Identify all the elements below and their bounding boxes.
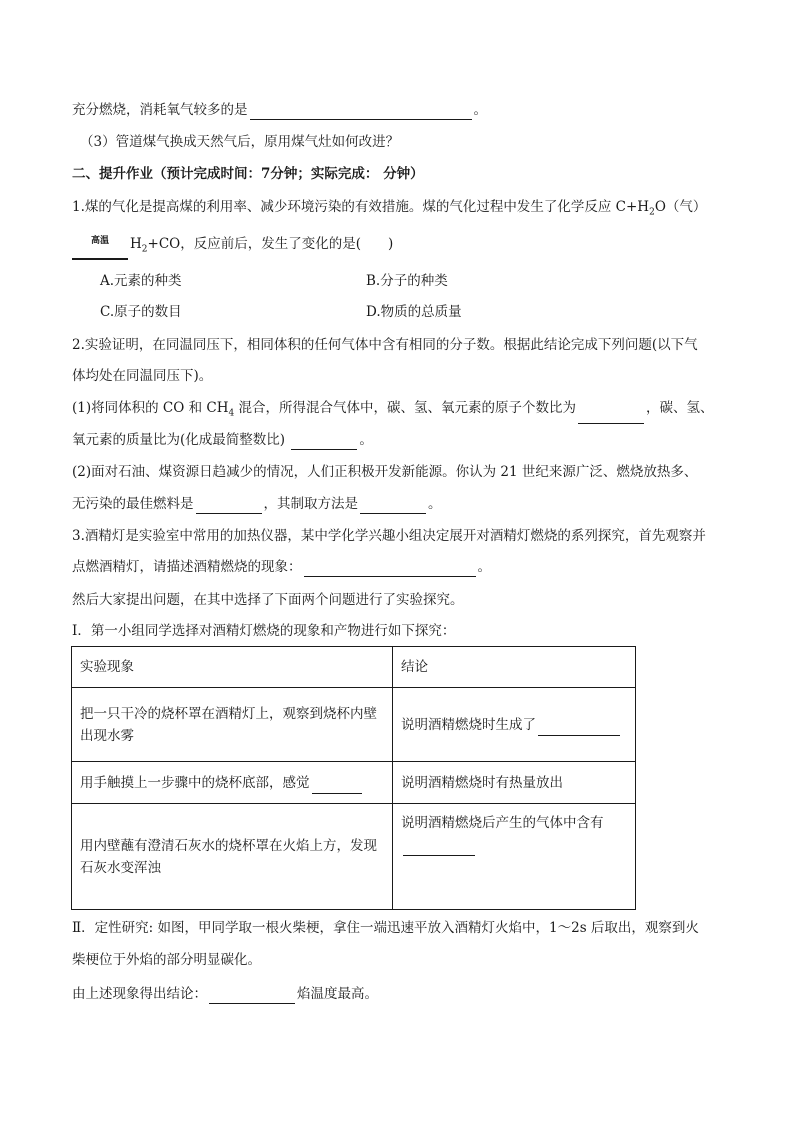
answer-line-oxygen: 充分燃烧，消耗氧气较多的是 。 [72,102,487,118]
answer-blank[interactable] [250,104,472,120]
p2-2-line2: 无污染的最佳燃料是 ，其制取方法是 。 [72,496,442,512]
answer-blank-product[interactable] [538,720,620,736]
p3-line1: 3.酒精灯是实验室中常用的加热仪器，某中学化学兴趣小组决定展开对酒精灯燃烧的系列探究，首先观察并 [72,528,706,544]
phenomenon-cell: 把一只干冷的烧杯罩在酒精灯上，观察到烧杯内壁出现水雾 [72,688,393,762]
text: 充分燃烧，消耗氧气较多的是 [72,102,248,118]
phenomenon-cell: 用内壁蘸有澄清石灰水的烧杯罩在火焰上方，发现石灰水变浑浊 [72,804,393,910]
option-c[interactable]: C.原子的数目 [100,304,182,320]
answer-blank-gas[interactable] [403,840,475,856]
part2-line2: 柴梗位于外焰的部分明显碳化。 [72,952,261,968]
question-3: （3）管道煤气换成天然气后，原用煤气灶如何改进？ [80,134,400,150]
table-header-row [72,647,636,688]
answer-blank-flame[interactable] [209,988,295,1004]
p2-1-line2: 氧元素的质量比为(化成最简整数比) 。 [72,432,373,448]
answer-blank-mass-ratio[interactable] [291,434,357,450]
table-row [72,804,636,910]
answer-blank-fuel[interactable] [196,498,262,514]
answer-blank-ratio[interactable] [578,408,644,424]
conclusion-cell: 说明酒精燃烧时有热量放出 [393,762,636,804]
table-row [72,762,636,804]
table-row [72,688,636,762]
part1-heading: Ⅰ．第一小组同学选择对酒精灯燃烧的现象和产物进行如下探究： [72,623,456,639]
section-heading: 二、提升作业（预计完成时间：7分钟；实际完成： 分钟） [72,166,424,182]
option-b[interactable]: B.分子的种类 [366,273,448,289]
p3-line2: 点燃酒精灯，请描述酒精燃烧的现象： 。 [72,559,491,575]
reaction-condition: 高温 [72,248,128,260]
conclusion-cell: 说明酒精燃烧时生成了 [393,688,636,762]
answer-blank-feeling[interactable] [312,778,362,794]
experiment-table [71,646,636,910]
p2-1-line1: (1)将同体积的 CO 和 $CH_4$ 混合，所得混合气体中，碳、氢、氧元素的原子个数比为 ，碳、氢、 [72,398,714,424]
conclusion-cell: 说明酒精燃烧后产生的气体中含有 [393,804,636,910]
part2-line1: Ⅱ．定性研究: 如图，甲同学取一根火柴梗，拿住一端迅速平放入酒精灯火焰中，1～2s 后取出，观察到火 [72,920,699,936]
answer-blank-method[interactable] [360,498,426,514]
p2-line1: 2.实验证明，在同温同压下，相同体积的任何气体中含有相同的分子数。根据此结论完成下列问题(以下气 [72,337,698,353]
phenomenon-cell: 用手触摸上一步骤中的烧杯底部，感觉 [72,762,393,804]
p2-line2: 体均处在同温同压下)。 [72,368,213,384]
option-a[interactable]: A.元素的种类 [100,273,182,289]
p3-line3: 然后大家提出问题，在其中选择了下面两个问题进行了实验探究。 [72,592,464,608]
p1-line1: 1.煤的气化是提高煤的利用率、减少环境污染的有效措施。煤的气化过程中发生了化学反应 $C+H_2O$（气） [72,199,707,218]
header-conclusion: 结论 [393,647,636,688]
p2-2-line1: (2)面对石油、煤资源日趋减少的情况，人们正积极开发新能源。你认为 21 世纪来源广泛、燃烧放热多、 [72,464,698,480]
option-d[interactable]: D.物质的总质量 [366,304,462,320]
final-conclusion: 由上述现象得出结论： 焰温度最高。 [72,986,378,1002]
header-phenomenon: 实验现象 [72,647,393,688]
answer-blank-phenomenon[interactable] [304,561,476,577]
p1-line2: 高温 $H_2+CO$，反应前后，发生了变化的是( ) [72,234,393,260]
